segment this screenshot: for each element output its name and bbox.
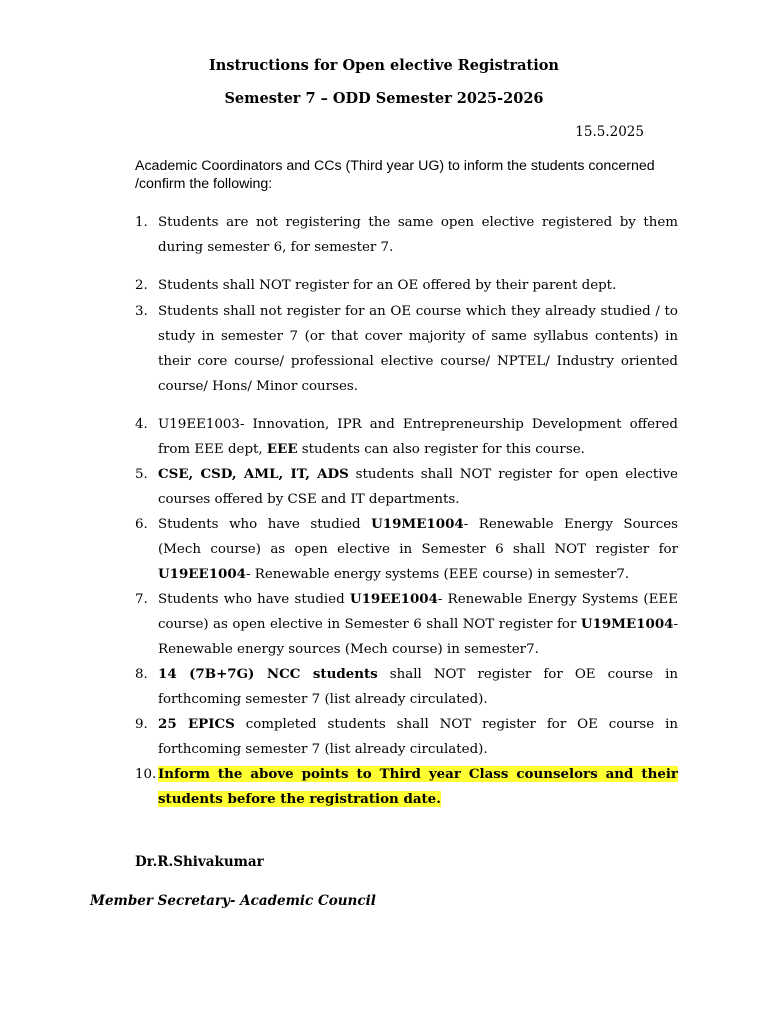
item-text bbox=[158, 462, 678, 512]
item-number: 3. bbox=[135, 304, 148, 319]
signatory-name: Dr.R.Shivakumar bbox=[135, 854, 264, 870]
item-number: 4. bbox=[135, 417, 148, 432]
item-text bbox=[158, 662, 678, 712]
item-text: Students shall NOT register for an OE offered by their parent dept. bbox=[158, 278, 617, 293]
item-bold-text: EEE bbox=[266, 441, 298, 457]
item-bold-text: U19EE1004 bbox=[349, 591, 438, 607]
item-text bbox=[158, 587, 678, 662]
list-item-9 bbox=[135, 712, 678, 762]
list-item-6 bbox=[135, 512, 678, 587]
item-bold-text: CSE, CSD, AML, IT, ADS bbox=[158, 466, 349, 482]
item-text: Students shall not register for an OE course which they already studied / to study in semester 7 (or that cover majority of same syllabus contents) in their core course/ professional elective course/ NPTEL/ Industry oriented course/ Hons/ Minor courses. bbox=[158, 304, 678, 394]
list-item-8 bbox=[135, 662, 678, 712]
item-text: Students are not registering the same open elective registered by them during semester 6, for semester 7. bbox=[158, 215, 678, 255]
item-text-part: - Renewable Energy Systems (EEE course) as open elective in Semester 6 shall NOT register for bbox=[158, 592, 678, 632]
intro-paragraph: Academic Coordinators and CCs (Third year UG) to inform the students concerned /confirm the following: bbox=[135, 158, 655, 192]
item-text bbox=[158, 762, 678, 812]
signatory-role: Member Secretary- Academic Council bbox=[90, 893, 376, 909]
item-text-part: completed students shall NOT register for OE course in forthcoming semester 7 (list already circulated). bbox=[158, 717, 678, 757]
item-text-part: students can also register for this course. bbox=[297, 442, 585, 457]
item-text-part: Students who have studied bbox=[158, 517, 372, 532]
list-item-5 bbox=[135, 462, 678, 512]
item-bold-text: 25 EPICS bbox=[158, 716, 235, 732]
item-text-part: - Renewable energy systems (EEE course) in semester7. bbox=[246, 567, 630, 582]
item-number: 7. bbox=[135, 592, 148, 607]
document-date: 15.5.2025 bbox=[575, 124, 644, 140]
item-text-part: Students who have studied bbox=[158, 592, 350, 607]
item-bold-text: 14 (7B+7G) NCC students bbox=[158, 666, 378, 682]
item-text-part: - Renewable energy sources (Mech course) in semester7. bbox=[158, 617, 678, 657]
list-item-4 bbox=[135, 412, 678, 462]
item-text-part: - Renewable Energy Sources (Mech course) as open elective in Semester 6 shall NOT register for bbox=[158, 517, 678, 557]
highlighted-text: Inform the above points to Third year Class counselors and their students before the registration date. bbox=[158, 766, 678, 807]
item-bold-text: U19ME1004 bbox=[371, 516, 464, 532]
list-item-10 bbox=[135, 762, 678, 812]
item-text-part: U19EE1003- Innovation, IPR and Entrepreneurship Development offered from EEE dept, bbox=[158, 417, 678, 457]
item-text bbox=[158, 412, 678, 462]
item-number: 1. bbox=[135, 215, 148, 230]
list-item-2 bbox=[135, 273, 678, 298]
list-item-7 bbox=[135, 587, 678, 662]
item-bold-text: U19EE1004 bbox=[158, 566, 246, 582]
item-number: 8. bbox=[135, 667, 148, 682]
list-item-1 bbox=[135, 210, 678, 260]
item-text-part: shall NOT register for OE course in forthcoming semester 7 (list already circulated). bbox=[158, 667, 678, 707]
item-bold-text: U19ME1004 bbox=[580, 616, 674, 632]
item-number: 5. bbox=[135, 467, 148, 482]
item-number: 2. bbox=[135, 278, 148, 293]
item-number: 9. bbox=[135, 717, 148, 732]
item-number: 10. bbox=[135, 767, 157, 782]
item-number: 6. bbox=[135, 517, 148, 532]
item-text bbox=[158, 712, 678, 762]
document-title: Instructions for Open elective Registration bbox=[209, 57, 559, 74]
item-text bbox=[158, 512, 678, 587]
item-text-part: students shall NOT register for open elective courses offered by CSE and IT departments. bbox=[158, 467, 678, 507]
list-item-3 bbox=[135, 299, 678, 399]
document-subtitle: Semester 7 – ODD Semester 2025-2026 bbox=[224, 90, 544, 107]
